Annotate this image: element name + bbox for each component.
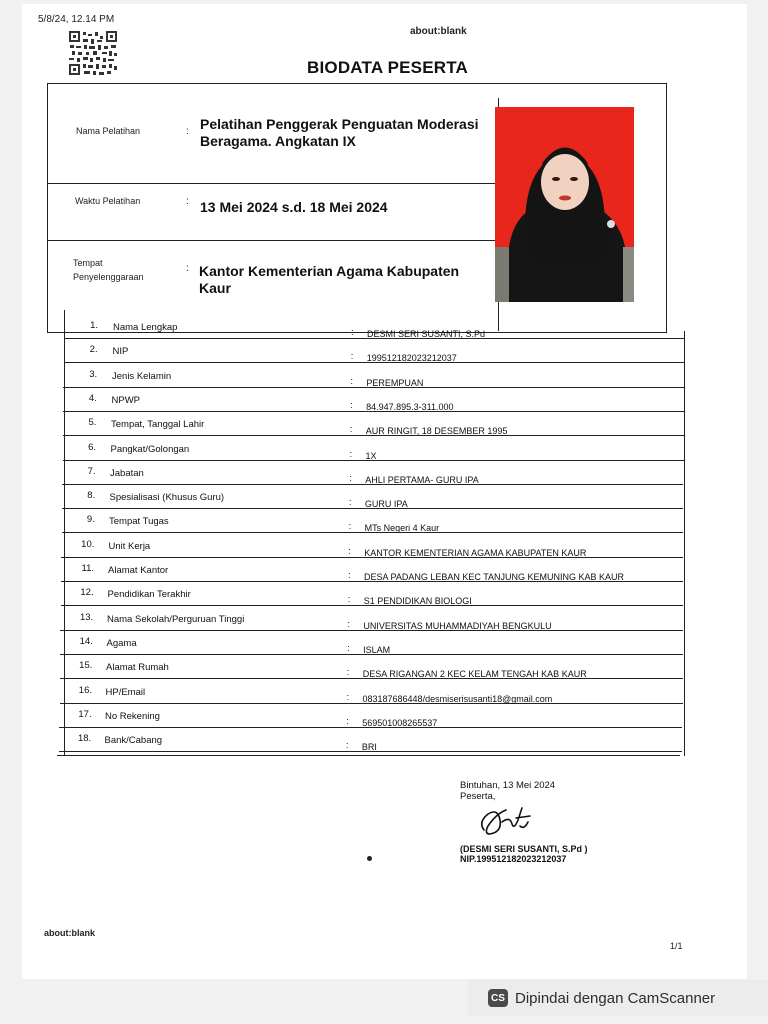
- training-name-label: Nama Pelatihan: [76, 126, 141, 136]
- row-value: 199512182023212037: [366, 353, 457, 364]
- row-number: 5.: [88, 417, 97, 429]
- row-value: S1 PENDIDIKAN BIOLOGI: [363, 596, 472, 607]
- row-number: 3.: [89, 368, 98, 380]
- colon: :: [348, 545, 351, 557]
- row-label: No Rekening: [105, 710, 160, 722]
- row-number: 17.: [78, 708, 92, 720]
- footer-url: about:blank: [44, 928, 95, 938]
- handwritten-signature: [476, 800, 536, 840]
- colon: :: [348, 570, 351, 581]
- row-value: DESA RIGANGAN 2 KEC KELAM TENGAH KAB KAUR: [362, 669, 587, 680]
- person-photo-icon: [495, 107, 634, 302]
- camscanner-watermark: [468, 980, 768, 1016]
- row-label: Spesialisasi (Khusus Guru): [109, 492, 225, 504]
- row-label: Agama: [106, 637, 137, 649]
- row-number: 15.: [79, 660, 93, 672]
- row-label: Alamat Kantor: [108, 565, 169, 576]
- row-label: NIP: [112, 346, 129, 358]
- row-value: ISLAM: [363, 644, 391, 655]
- colon: :: [349, 472, 352, 484]
- row-value: MTs Negeri 4 Kaur: [364, 523, 440, 534]
- camscanner-logo-icon: CS: [488, 989, 508, 1007]
- colon: :: [349, 448, 353, 460]
- page-title: BIODATA PESERTA: [307, 58, 469, 77]
- row-value: BRI: [361, 742, 377, 753]
- colon: :: [347, 642, 350, 654]
- colon: :: [350, 399, 353, 411]
- row-number: 11.: [81, 563, 94, 574]
- colon: :: [186, 126, 189, 137]
- training-place-value: Kantor Kementerian Agama Kabupaten Kaur: [199, 263, 460, 296]
- signature-name: (DESMI SERI SUSANTI, S.Pd ): [460, 844, 588, 854]
- row-value: GURU IPA: [364, 499, 408, 510]
- divider: [57, 755, 680, 756]
- qr-code-icon: [69, 31, 117, 75]
- row-number: 7.: [87, 465, 96, 477]
- signature-place-date: Bintuhan, 13 Mei 2024: [460, 780, 556, 791]
- row-value: 569501008265537: [362, 717, 438, 728]
- training-time-value: 13 Mei 2024 s.d. 18 Mei 2024: [200, 199, 388, 215]
- row-number: 13.: [79, 611, 94, 623]
- ink-dot: [367, 856, 372, 861]
- row-number: 14.: [79, 635, 93, 647]
- colon: :: [186, 196, 189, 207]
- colon: :: [348, 497, 352, 509]
- colon: :: [349, 424, 353, 436]
- colon: :: [351, 327, 354, 338]
- camscanner-text: Dipindai dengan CamScanner: [515, 989, 716, 1007]
- row-label: Tempat Tugas: [109, 516, 169, 528]
- page-number: 1/1: [670, 941, 683, 951]
- divider: [47, 183, 498, 184]
- row-label: Alamat Rumah: [106, 662, 169, 674]
- divider: [47, 240, 498, 241]
- row-label: NPWP: [111, 394, 140, 406]
- row-value: AHLI PERTAMA- GURU IPA: [365, 474, 479, 485]
- colon: :: [350, 351, 354, 363]
- print-url: about:blank: [410, 26, 467, 37]
- row-number: 4.: [88, 392, 97, 404]
- row-label: Pangkat/Golongan: [110, 443, 190, 455]
- colon: :: [345, 740, 349, 752]
- row-number: 10.: [81, 538, 95, 550]
- row-value: 1X: [365, 450, 377, 461]
- colon: :: [186, 263, 189, 274]
- training-name-value: Pelatihan Penggerak Penguatan Moderasi Beragama. Angkatan IX: [200, 116, 479, 149]
- participant-photo: [495, 107, 634, 302]
- row-number: 2.: [89, 344, 98, 356]
- signature-role: Peserta,: [460, 791, 496, 802]
- colon: :: [346, 715, 349, 727]
- row-value: 083187686448/desmiserisusanti18@gmail.com: [362, 693, 553, 704]
- row-label: HP/Email: [105, 686, 146, 698]
- row-label: Nama Sekolah/Perguruan Tinggi: [107, 613, 245, 625]
- row-label: Tempat, Tanggal Lahir: [111, 419, 205, 431]
- colon: :: [348, 521, 352, 533]
- divider: [684, 331, 685, 756]
- row-label: Jenis Kelamin: [112, 370, 172, 382]
- row-number: 8.: [87, 490, 96, 502]
- row-value: DESMI SERI SUSANTI, S.Pd: [367, 329, 486, 339]
- row-value: DESA PADANG LEBAN KEC TANJUNG KEMUNING KAB KAUR: [364, 572, 625, 582]
- colon: :: [346, 667, 350, 679]
- row-value: KANTOR KEMENTERIAN AGAMA KABUPATEN KAUR: [364, 547, 587, 558]
- row-value: PEREMPUAN: [366, 377, 424, 388]
- row-value: AUR RINGIT, 18 DESEMBER 1995: [365, 426, 508, 437]
- row-number: 18.: [77, 733, 92, 745]
- colon: :: [347, 618, 351, 630]
- colon: :: [346, 691, 350, 703]
- colon: :: [350, 375, 354, 387]
- row-value: 84.947.895.3-311.000: [366, 401, 454, 412]
- row-number: 16.: [78, 684, 92, 696]
- row-label: Unit Kerja: [108, 540, 151, 552]
- row-label: Jabatan: [110, 467, 144, 479]
- training-time-label: Waktu Pelatihan: [75, 196, 141, 206]
- row-label: Nama Lengkap: [113, 322, 178, 333]
- row-number: 9.: [86, 514, 95, 526]
- signature-nip: NIP.199512182023212037: [460, 854, 567, 864]
- row-number: 6.: [88, 441, 96, 453]
- row-value: UNIVERSITAS MUHAMMADIYAH BENGKULU: [363, 620, 552, 631]
- row-label: Bank/Cabang: [104, 735, 163, 747]
- print-datetime: 5/8/24, 12.14 PM: [38, 14, 115, 25]
- colon: :: [347, 594, 351, 606]
- training-place-label: Tempat Penyelenggaraan: [73, 258, 144, 282]
- row-number: 12.: [80, 587, 94, 599]
- row-number: 1.: [90, 320, 98, 331]
- row-label: Pendidikan Terakhir: [107, 589, 191, 601]
